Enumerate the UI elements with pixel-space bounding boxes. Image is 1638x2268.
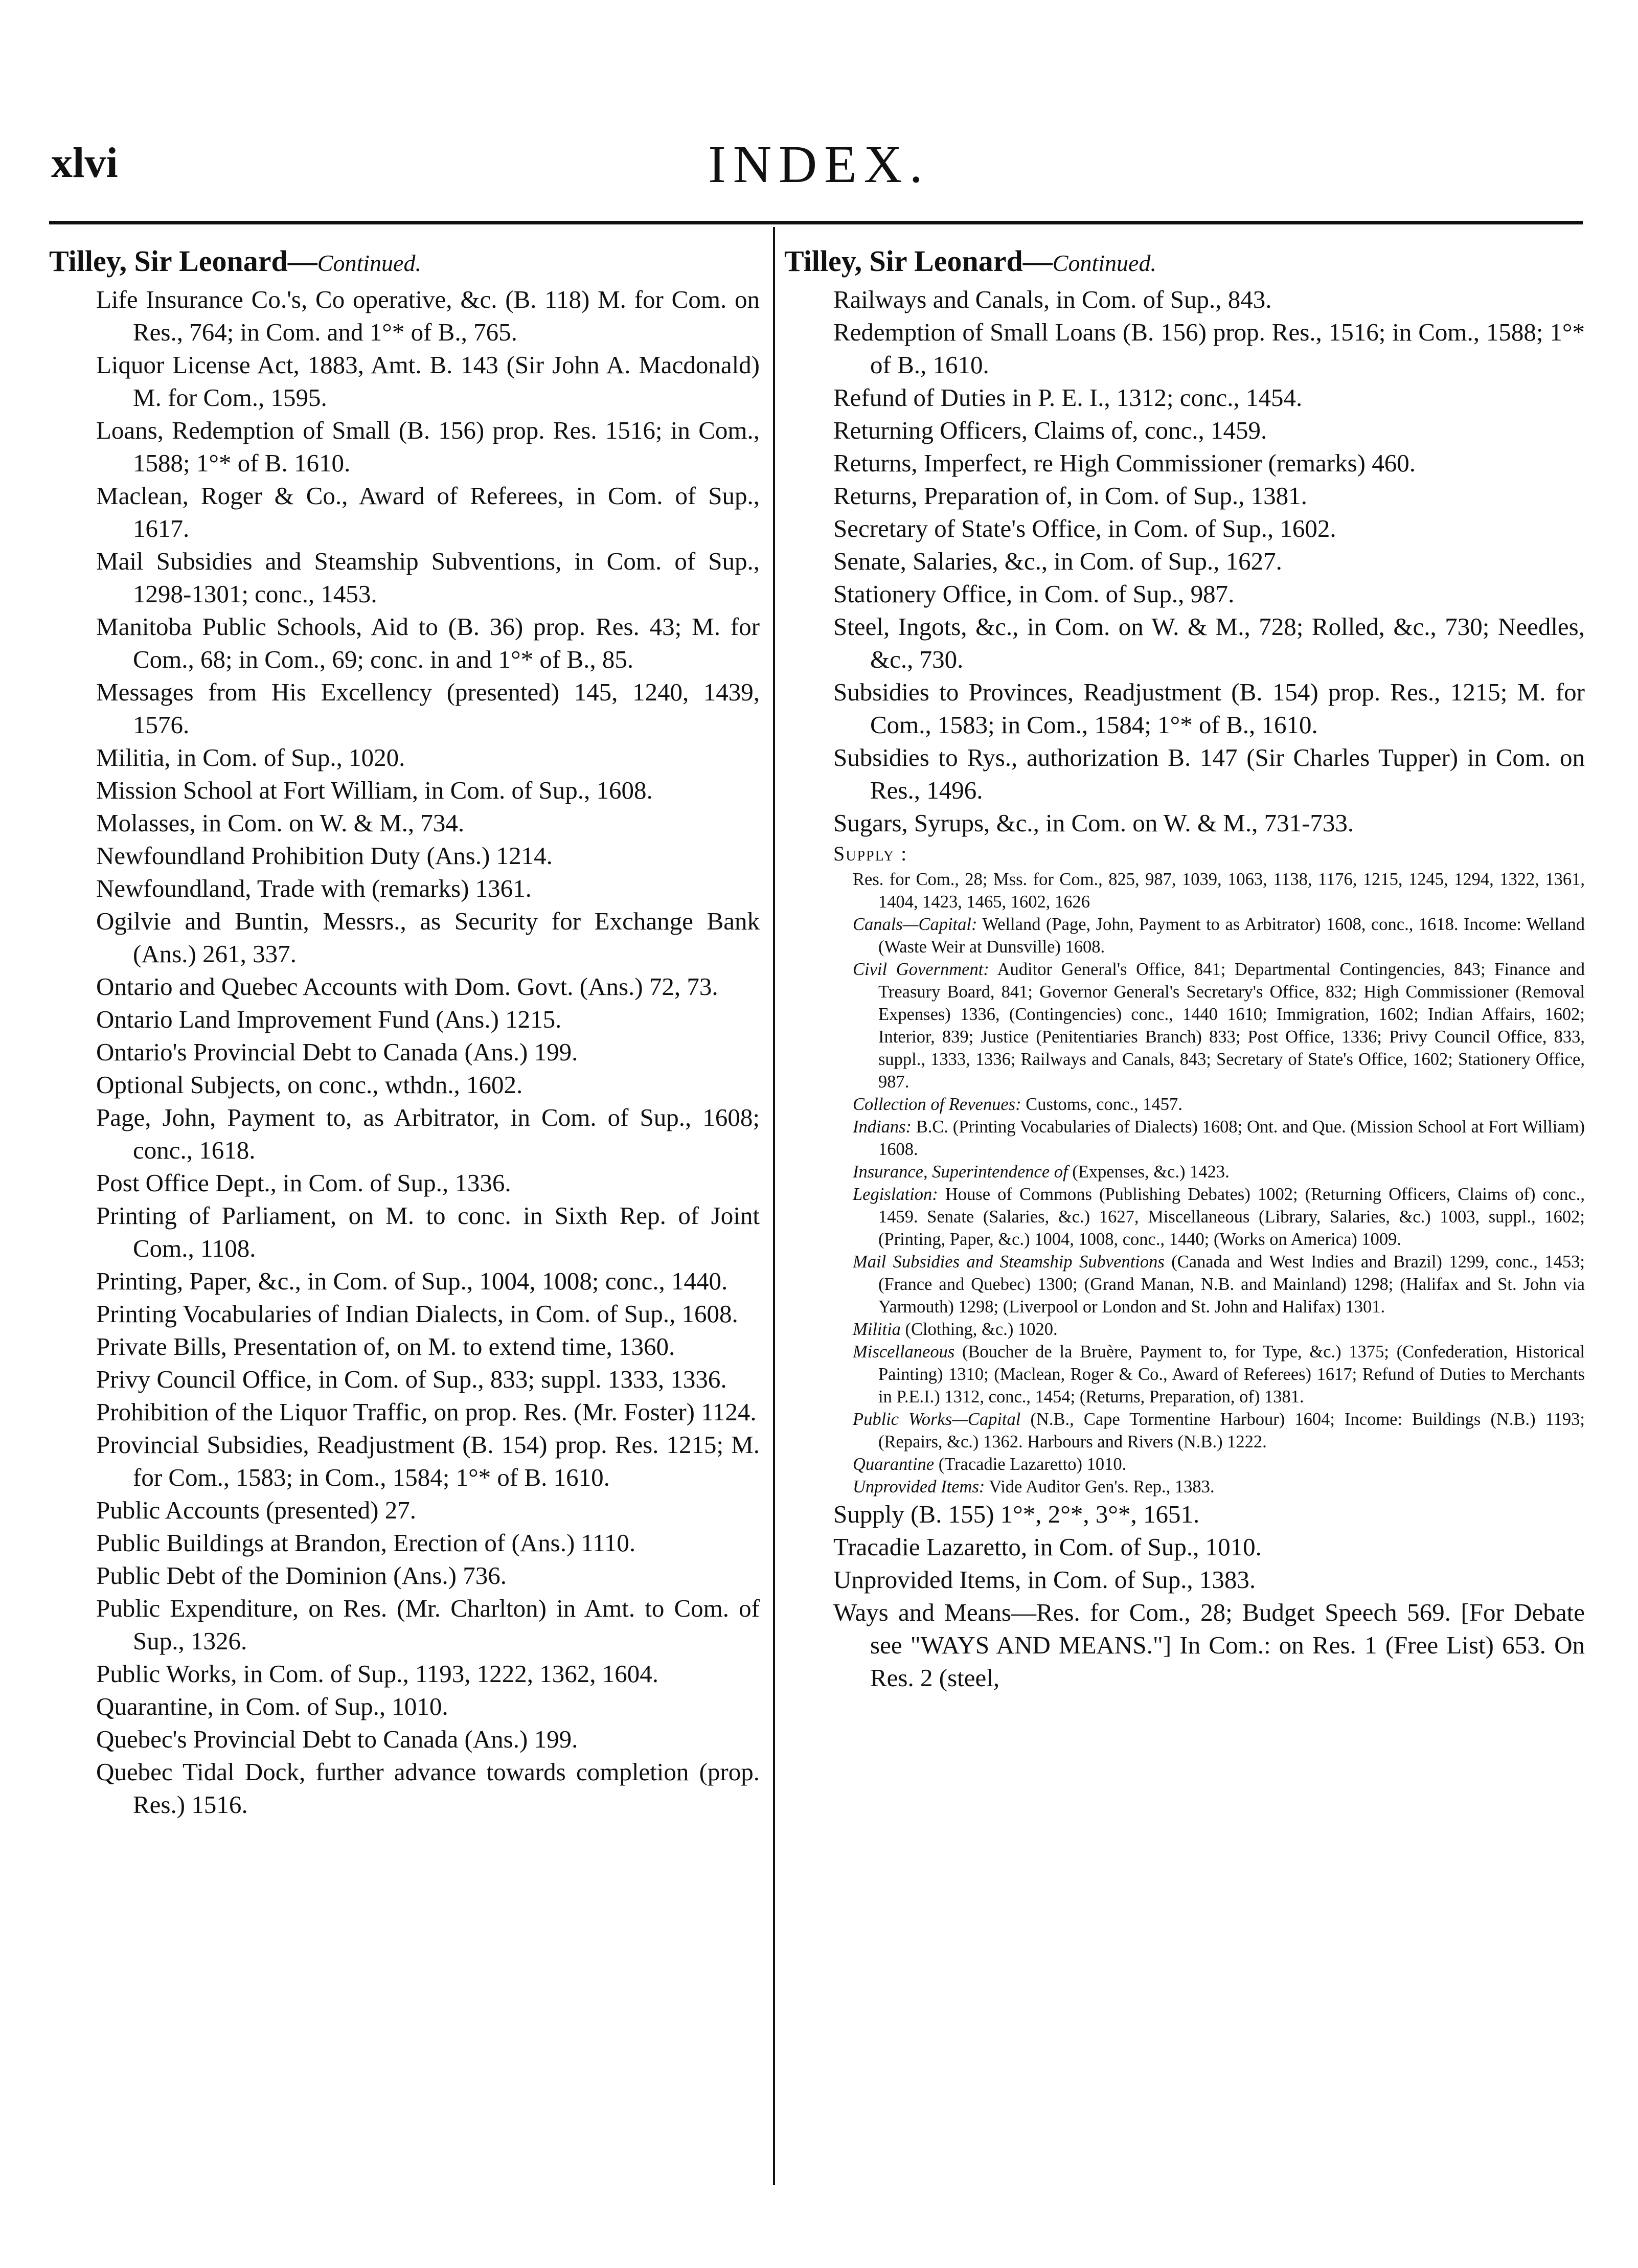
index-entry: Refund of Duties in P. E. I., 1312; conc., 1454. [833,383,1303,412]
index-entry: Post Office Dept., in Com. of Sup., 1336. [96,1169,511,1197]
right-column [784,244,1585,1694]
supply-subentry [853,958,1585,1093]
index-entry: Steel, Ingots, &c., in Com. on W. & M., 728; Rolled, &c., 730; Needles, &c., 730. [833,613,1585,673]
left-entries [49,283,760,1821]
index-entry: Ogilvie and Buntin, Messrs., as Security for Exchange Bank (Ans.) 261, 337. [96,907,760,968]
index-entry: Messages from His Excellency (presented) 145, 1240, 1439, 1576. [96,678,760,739]
supply-subentry-label: Collection of Revenues: [853,1095,1021,1114]
index-entry: Privy Council Office, in Com. of Sup., 833; suppl. 1333, 1336. [96,1365,727,1393]
index-entry: Public Expenditure, on Res. (Mr. Charlton) in Amt. to Com. of Sup., 1326. [96,1594,760,1655]
column-divider [773,227,775,2185]
index-entry: Public Works, in Com. of Sup., 1193, 1222, 1362, 1604. [96,1660,658,1688]
page-number: xlvi [51,139,118,187]
supply-subentry-label: Mail Subsidies and Steamship Subventions [853,1252,1165,1272]
supply-subentry-text: (Canada and West Indies and Brazil) 1299, conc., 1453; (France and Quebec) 1300; (Grand Manan, N.B. and Mainland) 1298; (Halifax and St. John via Yarmouth) 1298; (Liverpool or London and St. John and Halifax) 1301. [878,1252,1585,1317]
index-entry: Supply (B. 155) 1°*, 2°*, 3°*, 1651. [833,1500,1200,1528]
index-entry: Subsidies to Rys., authorization B. 147 (Sir Charles Tupper) in Com. on Res., 1496. [833,743,1585,804]
left-column-heading [49,244,760,280]
supply-subentry [853,1183,1585,1251]
supply-subentry-text: (Tracadie Lazaretto) 1010. [934,1455,1127,1474]
index-entry: Molasses, in Com. on W. & M., 734. [96,809,465,837]
index-entry: Tracadie Lazaretto, in Com. of Sup., 1010. [833,1533,1262,1561]
index-entry: Returning Officers, Claims of, conc., 1459. [833,416,1267,444]
index-entry: Page, John, Payment to, as Arbitrator, in Com. of Sup., 1608; conc., 1618. [96,1103,760,1164]
supply-subentry-label: Militia [853,1320,901,1339]
index-entry: Life Insurance Co.'s, Co operative, &c. (B. 118) M. for Com. on Res., 764; in Com. and 1°* of B., 765. [96,285,760,346]
index-entry: Ontario's Provincial Debt to Canada (Ans.) 199. [96,1038,578,1066]
page-title: INDEX. [708,135,930,194]
supply-subentry-text: (Boucher de la Bruère, Payment to, for Type, &c.) 1375; (Confederation, Historical Painting) 1310; (Maclean, Roger & Co., Award of Referees) 1617; Refund of Duties to Merchants in P.E.I.) 1312, conc., 1454; (Returns, Preparation, of) 1381. [878,1342,1585,1407]
index-entry: Liquor License Act, 1883, Amt. B. 143 (Sir John A. Macdonald) M. for Com., 1595. [96,351,760,412]
index-entry: Militia, in Com. of Sup., 1020. [96,743,405,772]
supply-subentry-text: Customs, conc., 1457. [1021,1095,1182,1114]
heading-continued: Continued. [1052,250,1156,276]
supply-subentry-label: Indians: [853,1117,912,1137]
supply-subentry-text: Vide Auditor Gen's. Rep., 1383. [985,1477,1215,1496]
supply-subentry [853,1318,1585,1341]
right-entries [784,283,1585,840]
index-entry: Printing of Parliament, on M. to conc. in Sixth Rep. of Joint Com., 1108. [96,1201,760,1262]
supply-subentry-label: Miscellaneous [853,1342,955,1362]
index-entry: Manitoba Public Schools, Aid to (B. 36) prop. Res. 43; M. for Com., 68; in Com., 69; conc. in and 1°* of B., 85. [96,613,760,673]
index-entry: Private Bills, Presentation of, on M. to extend time, 1360. [96,1332,675,1360]
supply-subentry-label: Legislation: [853,1185,938,1204]
supply-subentry-label: Unprovided Items: [853,1477,985,1496]
index-entry: Unprovided Items, in Com. of Sup., 1383. [833,1566,1256,1594]
index-entry: Quebec's Provincial Debt to Canada (Ans.) 199. [96,1725,578,1753]
heading-name: Tilley, Sir Leonard— [784,244,1053,278]
supply-subentry-text: (Clothing, &c.) 1020. [900,1320,1058,1339]
supply-subentry-label: Insurance, Superintendence of [853,1162,1068,1182]
supply-subentry [853,1408,1585,1453]
index-entry: Public Buildings at Brandon, Erection of (Ans.) 1110. [96,1529,636,1557]
supply-heading: Supply : [833,842,908,865]
right-column-heading [784,244,1585,280]
index-entry: Public Accounts (presented) 27. [96,1496,416,1524]
index-entry: Stationery Office, in Com. of Sup., 987. [833,580,1235,608]
index-entry: Printing Vocabularies of Indian Dialects, in Com. of Sup., 1608. [96,1300,738,1328]
supply-subentry-text: Res. for Com., 28; Mss. for Com., 825, 987, 1039, 1063, 1138, 1176, 1215, 1245, 1294, 1322, 1361, 1404, 1423, 1465, 1602, 1626 [853,870,1585,912]
index-entry: Returns, Preparation of, in Com. of Sup., 1381. [833,482,1307,510]
supply-subentry [853,1093,1585,1116]
index-entry: Newfoundland Prohibition Duty (Ans.) 1214. [96,842,553,870]
supply-subentry [853,1341,1585,1408]
supply-subentry-text: Welland (Page, John, Payment to as Arbitrator) 1608, conc., 1618. Income: Welland (Waste Weir at Dunsville) 1608. [878,915,1585,957]
supply-subentry [853,868,1585,913]
index-entry: Returns, Imperfect, re High Commissioner (remarks) 460. [833,449,1416,477]
index-entry: Quebec Tidal Dock, further advance towards completion (prop. Res.) 1516. [96,1758,760,1819]
supply-subentry-label: Public Works—Capital [853,1410,1021,1429]
index-entry: Provincial Subsidies, Readjustment (B. 154) prop. Res. 1215; M. for Com., 1583; in Com., 1584; 1°* of B. 1610. [96,1431,760,1491]
heading-name: Tilley, Sir Leonard— [49,244,317,278]
index-entry: Mail Subsidies and Steamship Subventions, in Com. of Sup., 1298-1301; conc., 1453. [96,547,760,608]
supply-subentry [853,1116,1585,1161]
index-entry: Subsidies to Provinces, Readjustment (B. 154) prop. Res., 1215; M. for Com., 1583; in Com., 1584; 1°* of B., 1610. [833,678,1585,739]
index-entry: Secretary of State's Office, in Com. of Sup., 1602. [833,514,1336,542]
index-entry: Ontario Land Improvement Fund (Ans.) 1215. [96,1005,562,1033]
supply-subentry-label: Quarantine [853,1455,935,1474]
index-entry: Ways and Means—Res. for Com., 28; Budget Speech 569. [For Debate see "WAYS AND MEANS."] In Com.: on Res. 1 (Free List) 653. On Res. 2 (steel, [833,1598,1585,1692]
index-entry: Ontario and Quebec Accounts with Dom. Govt. (Ans.) 72, 73. [96,972,718,1001]
supply-subentry [853,1476,1585,1498]
supply-subentry [853,1251,1585,1318]
index-entry: Mission School at Fort William, in Com. of Sup., 1608. [96,776,653,804]
left-column [49,244,760,1821]
index-entry: Newfoundland, Trade with (remarks) 1361. [96,874,532,902]
header-rule [49,221,1583,224]
index-entry: Senate, Salaries, &c., in Com. of Sup., 1627. [833,547,1282,575]
index-entry: Public Debt of the Dominion (Ans.) 736. [96,1561,507,1590]
index-entry: Redemption of Small Loans (B. 156) prop. Res., 1516; in Com., 1588; 1°* of B., 1610. [833,318,1585,379]
supply-subentry [853,913,1585,958]
tail-entries [784,1498,1585,1694]
supply-subentry-text: Auditor General's Office, 841; Departmental Contingencies, 843; Finance and Treasury Board, 841; Governor General's Secretary's Office, 832; High Commissioner (Removal Expenses) 1336, (Contingencies) conc., 1440 1610; Immigration, 1602; Indian Affairs, 1602; Interior, 839; Justice (Penitentiaries Branch) 833; Post Office, 1336; Privy Council Office, 833, suppl., 1333, 1336; Railways and Canals, 843; Secretary of State's Office, 1602; Stationery Office, 987. [878,960,1585,1092]
supply-subentry-text: B.C. (Printing Vocabularies of Dialects) 1608; Ont. and Que. (Mission School at Fort William) 1608. [878,1117,1585,1159]
index-entry: Sugars, Syrups, &c., in Com. on W. & M., 731-733. [833,809,1354,837]
index-entry: Quarantine, in Com. of Sup., 1010. [96,1692,448,1720]
index-entry: Maclean, Roger & Co., Award of Referees, in Com. of Sup., 1617. [96,482,760,542]
index-entry: Prohibition of the Liquor Traffic, on prop. Res. (Mr. Foster) 1124. [96,1398,757,1426]
supply-subentry-text: House of Commons (Publishing Debates) 1002; (Returning Officers, Claims of) conc., 1459. Senate (Salaries, &c.) 1627, Miscellaneous (Library, Salaries, &c.) 1003, suppl., 1602; (Printing, Paper, &c.) 1004, 1008, conc., 1440; (Works on America) 1009. [878,1185,1585,1249]
supply-subentry-text: (N.B., Cape Tormentine Harbour) 1604; Income: Buildings (N.B.) 1193; (Repairs, &c.) 1362. Harbours and Rivers (N.B.) 1222. [878,1410,1585,1451]
supply-subentry [853,1453,1585,1476]
supply-subentry-text: (Expenses, &c.) 1423. [1067,1162,1230,1182]
index-entry: Optional Subjects, on conc., wthdn., 1602. [96,1071,523,1099]
index-entry: Railways and Canals, in Com. of Sup., 843. [833,285,1272,313]
index-entry: Printing, Paper, &c., in Com. of Sup., 1004, 1008; conc., 1440. [96,1267,728,1295]
supply-items [853,868,1585,1498]
index-entry: Loans, Redemption of Small (B. 156) prop. Res. 1516; in Com., 1588; 1°* of B. 1610. [96,416,760,477]
supply-subentry-label: Canals—Capital: [853,915,977,934]
supply-subentry-label: Civil Government: [853,960,989,979]
heading-continued: Continued. [317,250,421,276]
supply-subentry [853,1161,1585,1183]
